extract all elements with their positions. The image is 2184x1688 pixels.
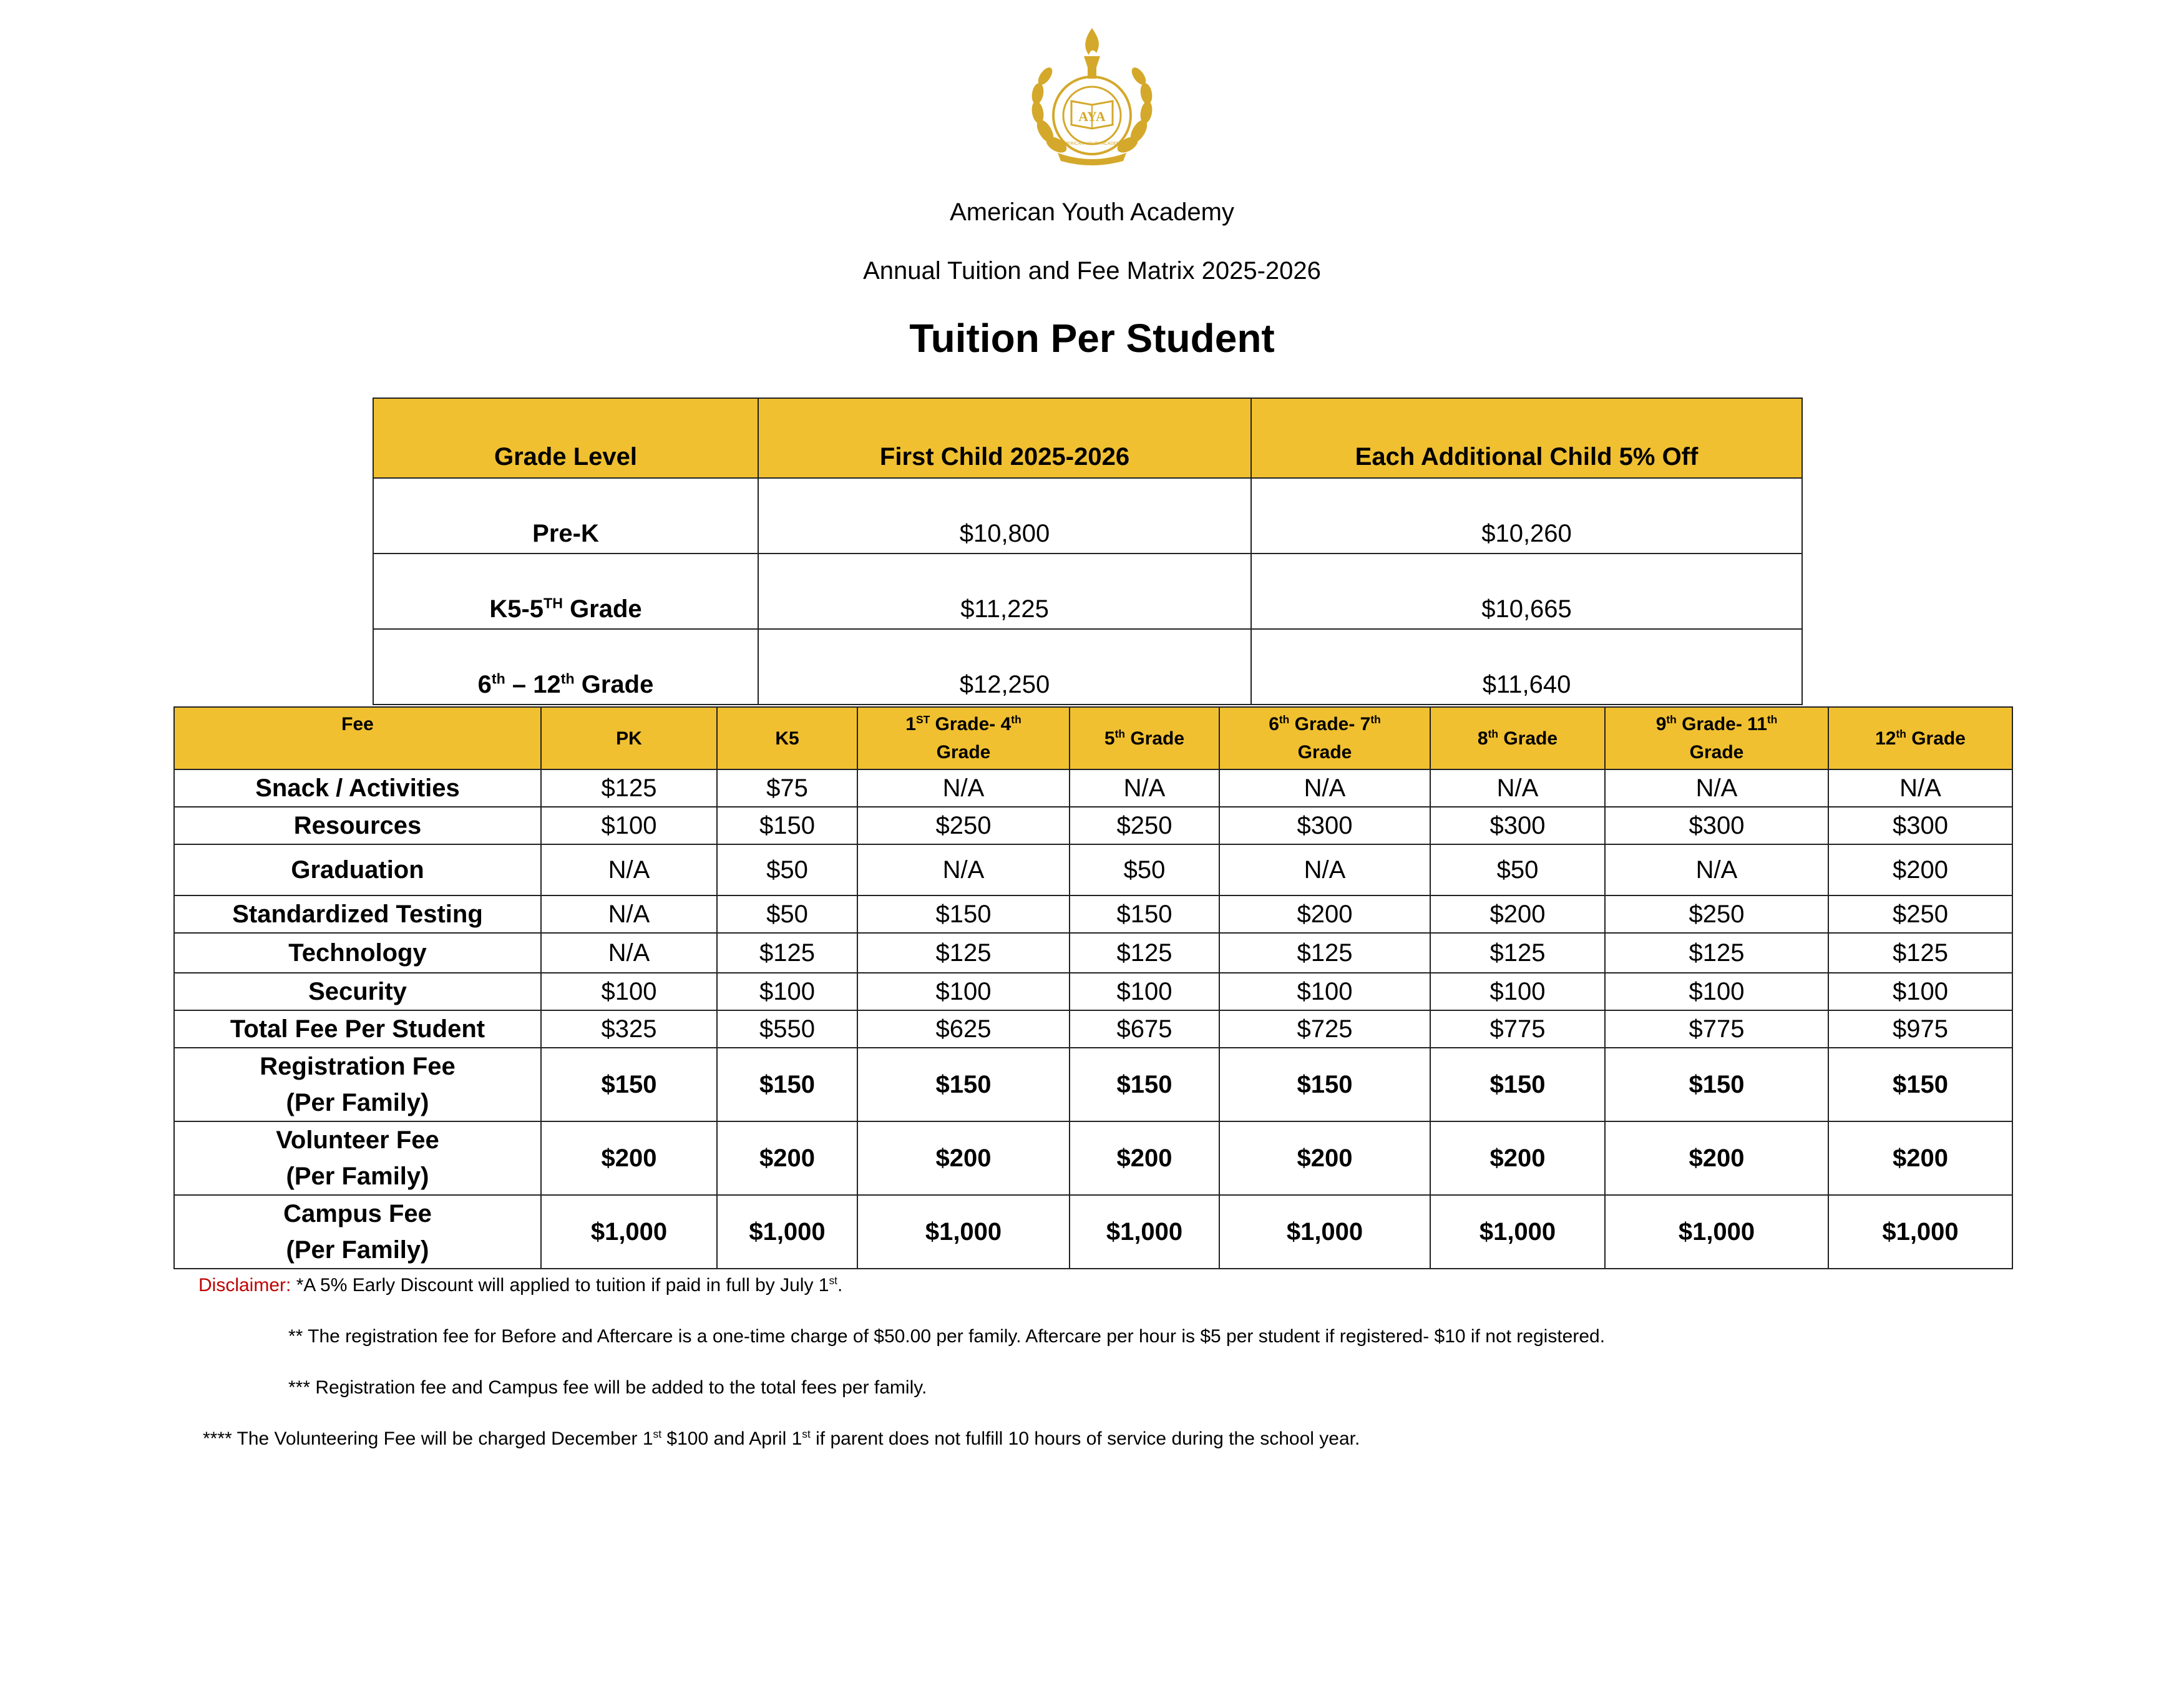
fee-value-cell: $125 [1430,933,1605,973]
fee-value-cell: $125 [1828,933,2012,973]
fee-header-cell: 1ST Grade- 4th Grade [857,707,1070,769]
fee-value-cell: $550 [717,1010,857,1048]
fee-value-cell: $125 [1219,933,1430,973]
fee-value-cell: $125 [541,769,717,807]
fee-value-cell: $325 [541,1010,717,1048]
fee-header-cell: 8th Grade [1430,707,1605,769]
fee-value-cell: $725 [1219,1010,1430,1048]
table-row [174,895,2012,933]
fee-value-cell: $150 [1430,1048,1605,1121]
fee-value-cell: $625 [857,1010,1070,1048]
fee-label-cell: Registration Fee (Per Family) [174,1048,541,1121]
fee-label-cell: Campus Fee (Per Family) [174,1195,541,1269]
fee-value-cell: $150 [857,895,1070,933]
fee-value-cell: $150 [1828,1048,2012,1121]
school-logo [1020,25,1164,165]
fee-value-cell: $100 [857,973,1070,1010]
fee-header-cell: Fee [174,707,541,769]
price-cell: $12,250 [758,629,1251,705]
table-row [174,1010,2012,1048]
fee-value-cell: $200 [717,1121,857,1195]
fee-value-cell: $125 [857,933,1070,973]
fee-value-cell: $50 [717,844,857,895]
fee-value-cell: $1,000 [1828,1195,2012,1269]
table-row [174,933,2012,973]
fee-value-cell: $150 [1070,895,1219,933]
fee-value-cell: N/A [857,844,1070,895]
fee-table [173,706,2013,1269]
fee-value-cell: N/A [541,933,717,973]
fee-label-cell: Volunteer Fee (Per Family) [174,1121,541,1195]
fee-value-cell: $150 [1070,1048,1219,1121]
logo-initials: AYA [1078,109,1106,124]
fee-value-cell: $150 [857,1048,1070,1121]
tuition-table [373,398,1803,705]
fee-value-cell: $975 [1828,1010,2012,1048]
fee-label-cell: Snack / Activities [174,769,541,807]
grade-cell: Pre-K [373,478,758,554]
fee-value-cell: $775 [1605,1010,1828,1048]
fee-value-cell: $250 [857,807,1070,844]
fee-value-cell: $1,000 [1070,1195,1219,1269]
fee-value-cell: $100 [541,807,717,844]
fee-header-cell: 5th Grade [1070,707,1219,769]
fee-value-cell: $150 [717,807,857,844]
fee-value-cell: $100 [1430,973,1605,1010]
fee-header-cell: 6th Grade- 7th Grade [1219,707,1430,769]
disclaimer-note: Disclaimer: *A 5% Early Discount will applied to tuition if paid in full by July 1st. [198,1274,843,1295]
fee-value-cell: N/A [1605,844,1828,895]
fee-value-cell: $1,000 [1605,1195,1828,1269]
fee-value-cell: $200 [541,1121,717,1195]
aftercare-note: ** The registration fee for Before and Aftercare is a one-time charge of $50.00 per family. Aftercare per hour is $5 per student if registered- $10 if not registered. [288,1326,1606,1347]
fee-value-cell: $250 [1605,895,1828,933]
fee-value-cell: $1,000 [541,1195,717,1269]
fee-value-cell: N/A [541,844,717,895]
volunteer-note: **** The Volunteering Fee will be charged December 1st $100 and April 1st if parent does not fulfill 10 hours of service during the school year. [203,1428,1360,1449]
fee-value-cell: $200 [1828,844,2012,895]
table-row [174,973,2012,1010]
fee-value-cell: $200 [1070,1121,1219,1195]
price-cell: $10,260 [1251,478,1802,554]
tuition-header-cell: Each Additional Child 5% Off [1251,398,1802,478]
fee-label-cell: Standardized Testing [174,895,541,933]
price-cell: $10,800 [758,478,1251,554]
school-name: American Youth Academy [950,198,1234,226]
table-row [174,769,2012,807]
fee-value-cell: N/A [857,769,1070,807]
tuition-header-cell: Grade Level [373,398,758,478]
fee-value-cell: $100 [541,973,717,1010]
fee-value-cell: $100 [1070,973,1219,1010]
fee-label-cell: Graduation [174,844,541,895]
table-row [174,1048,2012,1121]
fee-value-cell: $150 [717,1048,857,1121]
fee-value-cell: $75 [717,769,857,807]
price-cell: $10,665 [1251,554,1802,629]
fee-value-cell: $100 [1605,973,1828,1010]
fee-value-cell: $150 [1219,1048,1430,1121]
tuition-header-row [373,398,1802,478]
table-row [174,844,2012,895]
fee-value-cell: $675 [1070,1010,1219,1048]
fee-value-cell: N/A [541,895,717,933]
fee-value-cell: $50 [1430,844,1605,895]
price-cell: $11,640 [1251,629,1802,705]
document-subtitle: Annual Tuition and Fee Matrix 2025-2026 [863,257,1321,285]
fee-value-cell: $125 [1605,933,1828,973]
fee-header-row [174,707,2012,769]
fee-label-cell: Technology [174,933,541,973]
fee-value-cell: $300 [1605,807,1828,844]
fee-value-cell: N/A [1219,769,1430,807]
table-row [174,1195,2012,1269]
fee-value-cell: $775 [1430,1010,1605,1048]
fee-header-cell: PK [541,707,717,769]
fee-value-cell: $100 [1219,973,1430,1010]
registration-note: *** Registration fee and Campus fee will be added to the total fees per family. [288,1377,927,1398]
fee-value-cell: $125 [1070,933,1219,973]
disclaimer-label: Disclaimer: [198,1275,291,1295]
fee-value-cell: $300 [1430,807,1605,844]
fee-value-cell: $200 [857,1121,1070,1195]
fee-value-cell: $300 [1219,807,1430,844]
grade-cell: K5-5TH Grade [373,554,758,629]
fee-value-cell: $200 [1219,1121,1430,1195]
grade-cell: 6th – 12th Grade [373,629,758,705]
table-row [373,554,1802,629]
fee-value-cell: $200 [1828,1121,2012,1195]
fee-value-cell: $100 [717,973,857,1010]
fee-value-cell: $50 [717,895,857,933]
fee-value-cell: N/A [1430,769,1605,807]
fee-value-cell: $300 [1828,807,2012,844]
fee-value-cell: $1,000 [1219,1195,1430,1269]
fee-label-cell: Resources [174,807,541,844]
tuition-header-cell: First Child 2025-2026 [758,398,1251,478]
fee-label-cell: Total Fee Per Student [174,1010,541,1048]
table-row [174,807,2012,844]
logo-ring-text: AMERICAN YOUTH ACADEMY [1061,142,1123,146]
fee-value-cell: N/A [1828,769,2012,807]
fee-header-cell: K5 [717,707,857,769]
table-row [373,478,1802,554]
page-title: Tuition Per Student [909,316,1275,361]
fee-value-cell: $200 [1430,1121,1605,1195]
fee-value-cell: $1,000 [717,1195,857,1269]
fee-value-cell: $250 [1070,807,1219,844]
fee-header-cell: 12th Grade [1828,707,2012,769]
fee-value-cell: $200 [1430,895,1605,933]
fee-value-cell: $150 [1605,1048,1828,1121]
fee-value-cell: $125 [717,933,857,973]
table-row [174,1121,2012,1195]
fee-label-cell: Security [174,973,541,1010]
fee-value-cell: N/A [1070,769,1219,807]
price-cell: $11,225 [758,554,1251,629]
fee-header-cell: 9th Grade- 11th Grade [1605,707,1828,769]
fee-value-cell: $250 [1828,895,2012,933]
fee-value-cell: $150 [541,1048,717,1121]
fee-value-cell: N/A [1605,769,1828,807]
fee-value-cell: N/A [1219,844,1430,895]
fee-value-cell: $100 [1828,973,2012,1010]
fee-value-cell: $1,000 [857,1195,1070,1269]
fee-value-cell: $200 [1219,895,1430,933]
fee-value-cell: $200 [1605,1121,1828,1195]
fee-value-cell: $50 [1070,844,1219,895]
fee-value-cell: $1,000 [1430,1195,1605,1269]
table-row [373,629,1802,705]
